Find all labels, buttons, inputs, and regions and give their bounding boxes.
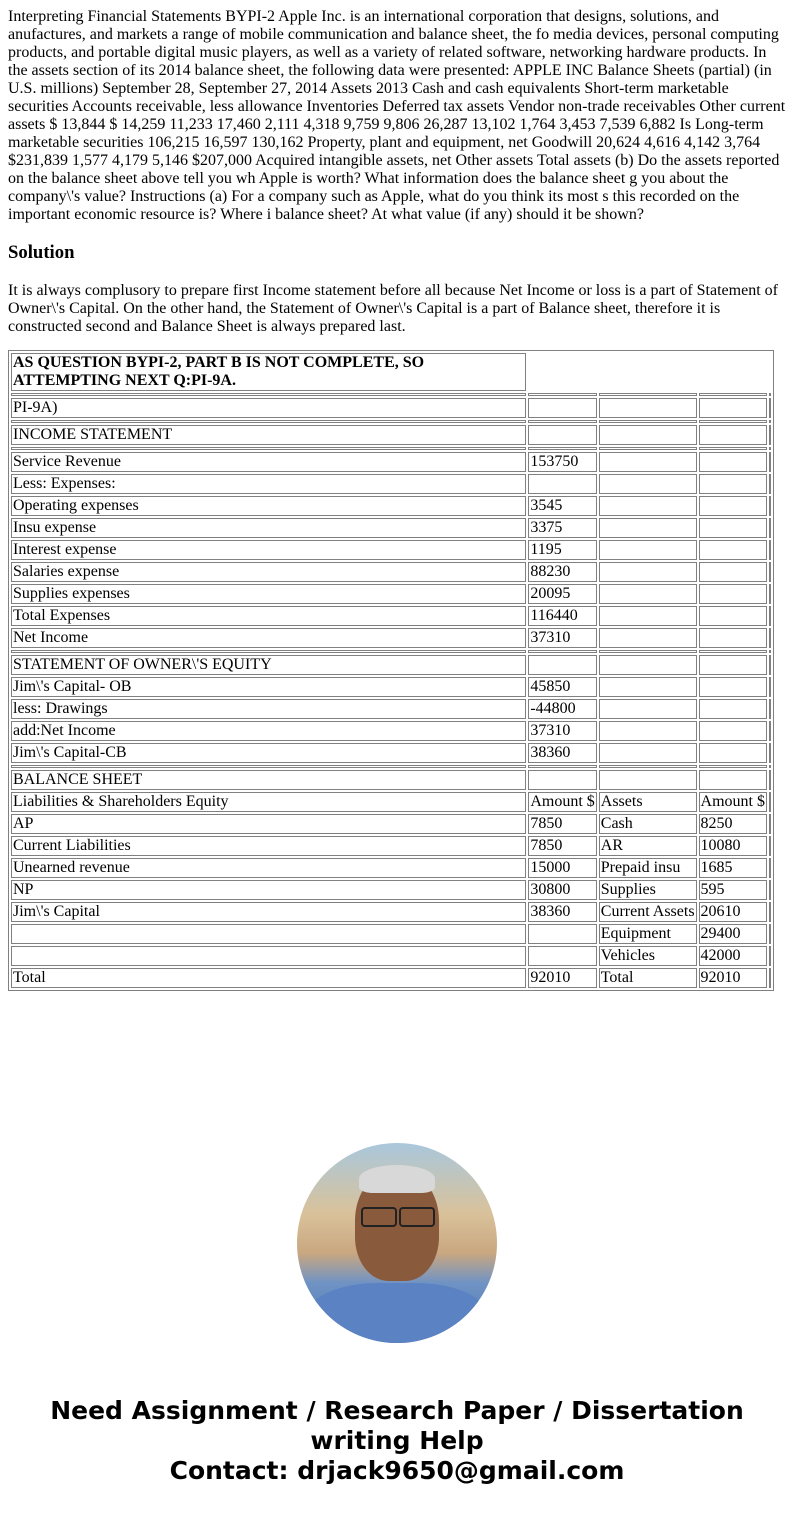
edge-cell	[769, 836, 771, 856]
table-cell: 45850	[528, 677, 596, 697]
table-cell	[599, 699, 697, 719]
spacer-cell	[528, 420, 596, 423]
table-row	[11, 792, 771, 812]
edge-cell	[769, 540, 771, 560]
table-cell	[528, 398, 596, 418]
table-cell	[699, 452, 767, 472]
spacer-cell	[769, 650, 771, 653]
table-cell: 37310	[528, 628, 596, 648]
spacer-cell	[699, 393, 767, 396]
table-cell: 20095	[528, 584, 596, 604]
spacer-cell	[769, 765, 771, 768]
spacer-cell	[11, 420, 526, 423]
edge-cell	[769, 474, 771, 494]
spacer-row	[11, 420, 771, 423]
table-cell: PI-9A)	[11, 398, 526, 418]
edge-cell	[769, 655, 771, 675]
table-cell	[528, 425, 596, 445]
author-avatar-section	[0, 1143, 794, 1348]
table-row	[11, 743, 771, 763]
spacer-cell	[699, 420, 767, 423]
table-cell: 38360	[528, 743, 596, 763]
spacer-cell	[11, 447, 526, 450]
table-cell	[699, 628, 767, 648]
table-cell: 153750	[528, 452, 596, 472]
table-cell: Less: Expenses:	[11, 474, 526, 494]
table-cell: 38360	[528, 902, 596, 922]
table-cell: 7850	[528, 814, 596, 834]
avatar-shirt	[307, 1283, 487, 1343]
table-cell	[528, 924, 596, 944]
spacer-cell	[699, 765, 767, 768]
table-cell: Jim\'s Capital	[11, 902, 526, 922]
table-cell	[528, 655, 596, 675]
table-cell	[699, 398, 767, 418]
table-cell: 7850	[528, 836, 596, 856]
table-cell	[699, 518, 767, 538]
table-cell: Net Income	[11, 628, 526, 648]
blank-cell	[528, 353, 771, 391]
table-row	[11, 398, 771, 418]
table-cell	[599, 425, 697, 445]
table-cell	[699, 474, 767, 494]
edge-cell	[769, 902, 771, 922]
spacer-cell	[11, 393, 526, 396]
avatar-hair	[359, 1165, 435, 1193]
table-cell: STATEMENT OF OWNER\'S EQUITY	[11, 655, 526, 675]
table-cell: 1685	[699, 858, 767, 878]
table-cell: Unearned revenue	[11, 858, 526, 878]
table-row	[11, 655, 771, 675]
table-cell: AR	[599, 836, 697, 856]
table-row	[11, 474, 771, 494]
edge-cell	[769, 946, 771, 966]
table-row	[11, 496, 771, 516]
table-cell: Current Assets	[600, 903, 695, 920]
footer-contact-text: Contact: drjack9650@gmail.com	[169, 1456, 625, 1485]
table-row	[11, 699, 771, 719]
table-cell	[699, 677, 767, 697]
table-row	[11, 858, 771, 878]
spacer-cell	[528, 650, 596, 653]
table-cell	[699, 721, 767, 741]
solution-text: It is always complusory to prepare first Income statement before all because Net Income or loss is a part of Statement of Owner\'s Capital. On the other hand, the Statement of Owner\'s Capital is a part of Balance sheet, therefore it is constructed second and Balance Sheet is always prepared last.	[8, 282, 778, 335]
edge-cell	[769, 924, 771, 944]
table-cell	[599, 677, 697, 697]
edge-cell	[769, 518, 771, 538]
avatar	[297, 1143, 497, 1343]
table-row	[11, 584, 771, 604]
table-cell: 92010	[528, 968, 596, 988]
edge-cell	[769, 452, 771, 472]
table-row	[11, 880, 771, 900]
spacer-cell	[528, 393, 596, 396]
table-cell	[599, 584, 697, 604]
table-cell: NP	[11, 880, 526, 900]
table-cell	[699, 699, 767, 719]
contact-footer	[0, 1396, 794, 1486]
table-cell	[11, 946, 526, 966]
table-row	[11, 902, 771, 922]
table-cell: Total	[599, 968, 697, 988]
spacer-cell	[599, 447, 697, 450]
table-row	[11, 836, 771, 856]
table-cell	[599, 628, 697, 648]
table-cell	[599, 452, 697, 472]
table-row	[11, 425, 771, 445]
table-cell: Jim\'s Capital-CB	[11, 743, 526, 763]
table-cell	[599, 496, 697, 516]
table-cell: 20610	[699, 902, 767, 922]
spacer-cell	[769, 420, 771, 423]
table-cell	[599, 398, 697, 418]
table-cell: BALANCE SHEET	[11, 770, 526, 790]
spacer-row	[11, 447, 771, 450]
edge-cell	[769, 792, 771, 812]
table-cell	[599, 770, 697, 790]
edge-cell	[769, 398, 771, 418]
edge-cell	[769, 628, 771, 648]
edge-cell	[769, 496, 771, 516]
table-cell: 116440	[528, 606, 596, 626]
table-header-cell: AS QUESTION BYPI-2, PART B IS NOT COMPLETE, SO ATTEMPTING NEXT Q:PI-9A.	[11, 353, 526, 391]
edge-cell	[769, 699, 771, 719]
table-cell: Liabilities & Shareholders Equity	[11, 792, 526, 812]
table-cell: 30800	[528, 880, 596, 900]
table-cell	[599, 474, 697, 494]
table-cell: Cash	[599, 814, 697, 834]
table-cell: add:Net Income	[11, 721, 526, 741]
table-cell	[599, 606, 697, 626]
spacer-cell	[599, 393, 697, 396]
table-cell	[599, 721, 697, 741]
edge-cell	[769, 743, 771, 763]
table-cell: Assets	[599, 792, 697, 812]
table-row	[11, 677, 771, 697]
table-row	[11, 770, 771, 790]
table-cell	[699, 584, 767, 604]
table-row	[11, 452, 771, 472]
edge-cell	[769, 721, 771, 741]
spacer-cell	[599, 765, 697, 768]
table-cell: 595	[699, 880, 767, 900]
spacer-cell	[11, 650, 526, 653]
table-row	[11, 628, 771, 648]
spacer-cell	[699, 650, 767, 653]
table-cell: Supplies	[599, 880, 697, 900]
footer-help-text: Need Assignment / Research Paper / Dissertation writing Help	[50, 1396, 744, 1455]
table-cell	[699, 606, 767, 626]
edge-cell	[769, 814, 771, 834]
table-cell	[599, 540, 697, 560]
table-cell: 29400	[699, 924, 767, 944]
table-cell	[699, 425, 767, 445]
table-cell	[699, 562, 767, 582]
table-cell: 37310	[528, 721, 596, 741]
table-cell: 15000	[528, 858, 596, 878]
table-cell: Total Expenses	[11, 606, 526, 626]
edge-cell	[769, 562, 771, 582]
spacer-cell	[599, 650, 697, 653]
edge-cell	[769, 606, 771, 626]
table-cell	[699, 496, 767, 516]
table-cell: 3375	[528, 518, 596, 538]
table-cell: 92010	[699, 968, 767, 988]
edge-cell	[769, 677, 771, 697]
spacer-cell	[599, 420, 697, 423]
table-cell: INCOME STATEMENT	[11, 425, 526, 445]
table-cell: Amount $	[700, 793, 765, 810]
solution-heading: Solution	[8, 242, 75, 263]
table-row	[11, 518, 771, 538]
table-cell: less: Drawings	[11, 699, 526, 719]
table-cell	[699, 770, 767, 790]
table-row	[11, 562, 771, 582]
spacer-cell	[528, 765, 596, 768]
table-row	[11, 606, 771, 626]
table-cell: 8250	[699, 814, 767, 834]
table-cell: 42000	[699, 946, 767, 966]
table-cell: 88230	[528, 562, 596, 582]
table-cell: Operating expenses	[11, 496, 526, 516]
spacer-row	[11, 765, 771, 768]
table-cell: AP	[11, 814, 526, 834]
table-cell: Jim\'s Capital- OB	[11, 677, 526, 697]
edge-cell	[769, 858, 771, 878]
spacer-row	[11, 393, 771, 396]
spacer-row	[11, 650, 771, 653]
table-cell: Supplies expenses	[11, 584, 526, 604]
table-cell: Salaries expense	[11, 562, 526, 582]
solution-table	[8, 350, 774, 991]
edge-cell	[769, 880, 771, 900]
table-cell: Total	[11, 968, 526, 988]
spacer-cell	[528, 447, 596, 450]
table-cell	[11, 924, 526, 944]
edge-cell	[769, 584, 771, 604]
table-cell	[599, 562, 697, 582]
table-cell: Prepaid insu	[599, 858, 697, 878]
table-cell: 10080	[699, 836, 767, 856]
table-row	[11, 968, 771, 988]
table-cell: Service Revenue	[11, 452, 526, 472]
table-cell: Amount $	[530, 793, 595, 810]
table-cell	[699, 655, 767, 675]
table-cell	[599, 518, 697, 538]
spacer-cell	[699, 447, 767, 450]
table-row	[11, 814, 771, 834]
spacer-cell	[769, 447, 771, 450]
table-cell: Insu expense	[11, 518, 526, 538]
table-cell	[699, 540, 767, 560]
table-cell	[699, 743, 767, 763]
table-cell	[528, 770, 596, 790]
table-cell: Interest expense	[11, 540, 526, 560]
table-row	[11, 721, 771, 741]
table-header-row	[11, 353, 771, 391]
table-cell: -44800	[528, 699, 596, 719]
table-cell: Equipment	[599, 924, 697, 944]
avatar-glasses	[359, 1207, 435, 1225]
question-text: Interpreting Financial Statements BYPI-2 Apple Inc. is an international corporation that designs, solutions, and anufactures, and markets a range of mobile communication and balance sheet, the fo media devices, personal computing products, and portable digital music players, as well as a variety of related software, networking hardware products. In the assets section of its 2014 balance sheet, the following data were presented: APPLE INC Balance Sheets (partial) (in U.S. millions) September 28, September 27, 2014 Assets 2013 Cash and cash equivalents Short-term marketable securities Accounts receivable, less allowance Inventories Deferred tax assets Vendor non-trade receivables Other current assets $ 13,844 $ 14,259 11,233 17,460 2,111 4,318 9,759 9,806 26,287 13,102 1,764 3,453 7,539 6,882 Is Long-term marketable securities 106,215 16,597 130,162 Property, plant and equipment, net Goodwill 20,624 4,616 4,142 3,764 $231,839 1,577 4,179 5,146 $207,000 Acquired intangible assets, net Other assets Total assets (b) Do the assets reported on the balance sheet above tell you wh Apple is worth? What information does the balance sheet g you about the company\'s value? Instructions (a) For a company such as Apple, what do you think its most s this recorded on the important economic resource is? Where i balance sheet? At what value (if any) should it be shown?	[8, 8, 786, 223]
table-cell: 3545	[528, 496, 596, 516]
table-cell: Current Liabilities	[11, 836, 526, 856]
table-cell: Vehicles	[599, 946, 697, 966]
table-cell	[599, 655, 697, 675]
spacer-cell	[769, 393, 771, 396]
table-cell	[528, 946, 596, 966]
table-cell	[528, 474, 596, 494]
table-row	[11, 924, 771, 944]
edge-cell	[769, 425, 771, 445]
table-cell	[599, 743, 697, 763]
edge-cell	[769, 770, 771, 790]
table-row	[11, 946, 771, 966]
table-row	[11, 540, 771, 560]
spacer-cell	[11, 765, 526, 768]
edge-cell	[769, 968, 771, 988]
table-cell: 1195	[528, 540, 596, 560]
